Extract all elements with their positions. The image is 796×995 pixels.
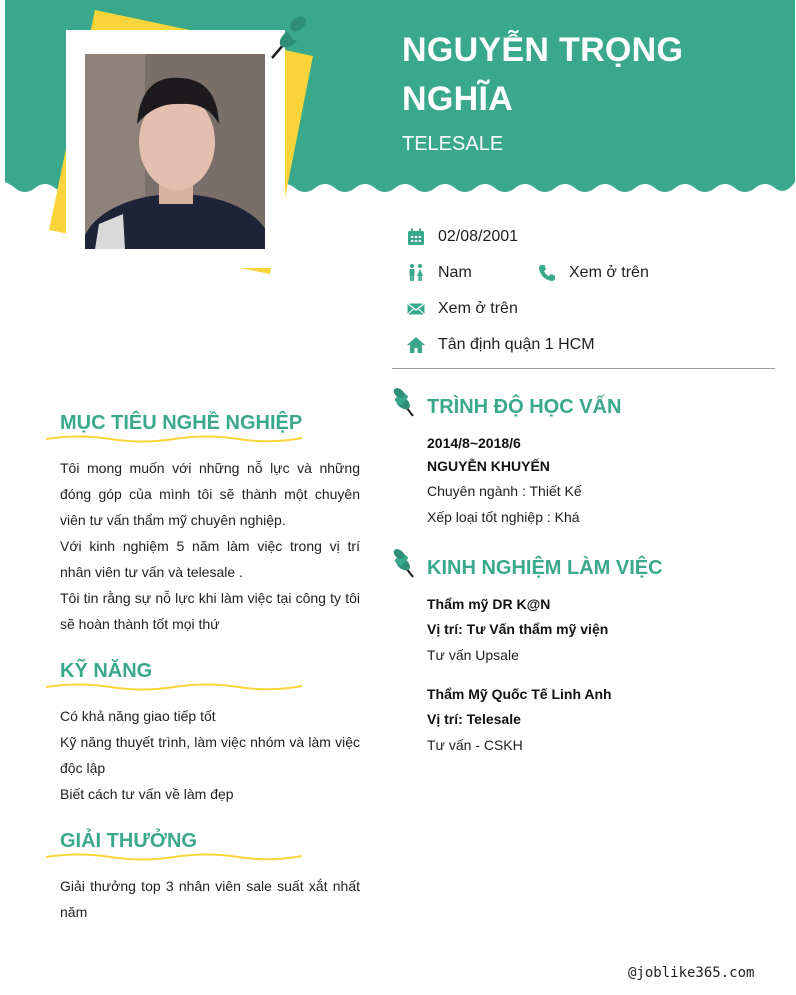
avatar bbox=[85, 54, 265, 249]
awards-title: GIẢI THƯỞNG bbox=[60, 830, 197, 852]
education-grade: Xếp loại tốt nghiệp : Khá bbox=[427, 509, 580, 525]
objective-paragraph: Với kinh nghiệm 5 năm làm việc trong vị trí nhân viên tư vấn và telesale . bbox=[60, 538, 360, 580]
watermark: @joblike365.com bbox=[628, 965, 755, 981]
objective-title: MỤC TIÊU NGHỀ NGHIỆP bbox=[60, 412, 303, 434]
education-major: Chuyên ngành : Thiết Kế bbox=[427, 483, 582, 499]
home-icon bbox=[406, 335, 426, 355]
award-item: Giải thưởng top 3 nhân viên sale suất xắt nhất năm bbox=[60, 878, 360, 920]
objective-paragraph: Tôi tin rằng sự nỗ lực khi làm việc tại công ty tôi sẽ hoàn thành tốt mọi thứ bbox=[60, 590, 360, 632]
skills-list bbox=[60, 703, 360, 807]
gender-icon bbox=[406, 263, 426, 283]
skill-item: Kỹ năng thuyết trình, làm việc nhóm và làm việc độc lập bbox=[60, 734, 360, 776]
awards-list bbox=[60, 873, 360, 925]
address-value: Tân định quận 1 HCM bbox=[438, 336, 595, 353]
pushpin-icon bbox=[391, 388, 419, 418]
phone-value: Xem ở trên bbox=[569, 264, 649, 281]
job-company: Thẩm Mỹ Quốc Tế Linh Anh bbox=[427, 686, 612, 702]
skills-underline bbox=[46, 682, 304, 692]
phone-icon bbox=[537, 263, 557, 283]
education-period: 2014/8~2018/6 bbox=[427, 435, 521, 451]
job-position: Vị trí: Telesale bbox=[427, 711, 521, 727]
gender-row bbox=[406, 263, 472, 283]
pushpin-icon bbox=[391, 549, 419, 579]
objective-paragraph: Tôi mong muốn với những nỗ lực và những đóng góp của mình tôi sẽ thành một chuyên viên tư vấn thẩm mỹ chuyên nghiệp. bbox=[60, 460, 360, 528]
candidate-role: TELESALE bbox=[402, 133, 504, 155]
gender-value: Nam bbox=[438, 264, 472, 281]
phone-row bbox=[537, 263, 649, 283]
objective-underline bbox=[46, 434, 304, 444]
email-row bbox=[406, 299, 518, 319]
experience-title: KINH NGHIỆM LÀM VIỆC bbox=[427, 557, 663, 579]
birthday-value: 02/08/2001 bbox=[438, 228, 519, 245]
pushpin-icon bbox=[266, 14, 310, 62]
email-icon bbox=[406, 299, 426, 319]
birthday-row bbox=[406, 227, 518, 247]
job-company: Thẩm mỹ DR K@N bbox=[427, 596, 551, 612]
calendar-icon bbox=[406, 227, 426, 247]
email-value: Xem ở trên bbox=[438, 300, 518, 317]
candidate-name: NGUYỄN TRỌNG NGHĨA bbox=[402, 31, 684, 118]
job-detail: Tư vấn Upsale bbox=[427, 647, 519, 663]
education-title: TRÌNH ĐỘ HỌC VẤN bbox=[427, 396, 622, 418]
skill-item: Biết cách tư vấn về làm đẹp bbox=[60, 786, 234, 802]
skill-item: Có khả năng giao tiếp tốt bbox=[60, 708, 216, 724]
contact-divider bbox=[392, 368, 775, 369]
address-row bbox=[406, 335, 595, 355]
education-school: NGUYỄN KHUYẾN bbox=[427, 458, 550, 474]
job-detail: Tư vấn - CSKH bbox=[427, 737, 523, 753]
job-position: Vị trí: Tư Vấn thẩm mỹ viện bbox=[427, 621, 609, 637]
objective-text bbox=[60, 455, 360, 637]
awards-underline bbox=[46, 852, 304, 862]
skills-title: KỸ NĂNG bbox=[60, 660, 153, 682]
